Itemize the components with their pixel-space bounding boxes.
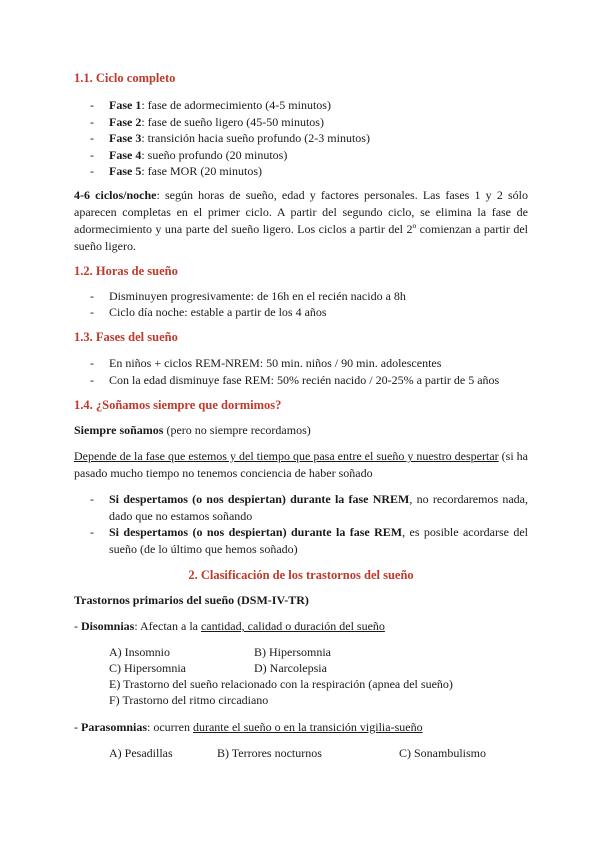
section-heading-fases-del-sueno: 1.3. Fases del sueño xyxy=(74,330,178,344)
section-heading-clasificacion: 2. Clasificación de los trastornos del sueño xyxy=(188,568,414,582)
option-item: F) Trastorno del ritmo circadiano xyxy=(109,693,269,707)
dyssomnias-label: Disomnias xyxy=(81,619,135,633)
wake-rem-item: - Si despertamos (o nos despiertan) durante la fase REM, es posible acordarse del sueño (de lo último que hemos soñado) xyxy=(90,525,528,556)
section-heading-ciclo-completo: 1.1. Ciclo completo xyxy=(74,71,176,85)
depends-underlined: Depende de la fase que estemos y del tiempo que pasa entre el sueño y nuestro despertar xyxy=(74,449,499,463)
phase-text: : sueño profundo (20 minutos) xyxy=(141,147,288,162)
phase-text: : fase MOR (20 minutos) xyxy=(141,164,262,178)
phase-label: Fase 2 xyxy=(109,114,142,129)
depends-paragraph: Depende de la fase que estemos y del tiempo que pasa entre el sueño y nuestro despertar (si ha pasado mucho tiempo no tenemos conciencia de haber soñado xyxy=(74,449,528,480)
option-item: E) Trastorno del sueño relacionado con la respiración (apnea del sueño) xyxy=(109,677,453,691)
parasomnias-label: Parasomnias xyxy=(81,720,147,734)
dyssomnias-line: - Disomnias: Afectan a la cantidad, calidad o duración del sueño xyxy=(74,619,385,633)
section-heading-sonamos-siempre: 1.4. ¿Soñamos siempre que dormimos? xyxy=(74,398,282,412)
option-item: C) Hipersomnia xyxy=(109,661,186,675)
option-item: A) Pesadillas xyxy=(109,746,173,760)
phase-label: Fase 1 xyxy=(109,98,142,112)
parasomnias-line: - Parasomnias: ocurren durante el sueño o en la transición vigilia-sueño xyxy=(74,720,423,734)
option-item: C) Sonambulismo xyxy=(399,746,487,760)
option-item: B) Hipersomnia xyxy=(254,645,331,659)
option-item: A) Insomnio xyxy=(109,645,170,659)
phase-text: : fase de sueño ligero (45-50 minutos) xyxy=(141,114,324,129)
cycles-paragraph xyxy=(74,187,528,255)
phase-label: Fase 5 xyxy=(109,164,142,178)
phase-label: Fase 3 xyxy=(109,131,142,145)
option-item: B) Terrores nocturnos xyxy=(217,746,322,760)
phase-text: : transición hacia sueño profundo (2-3 minutos) xyxy=(141,131,370,145)
section-heading-horas-de-sueno: 1.2. Horas de sueño xyxy=(74,264,178,278)
cycles-bold: 4-6 ciclos/noche xyxy=(74,188,157,202)
wake-nrem-item: - Si despertamos (o nos despiertan) durante la fase NREM, no recordaremos nada, dado que no estamos soñando xyxy=(90,492,528,523)
primary-disorders-title: Trastornos primarios del sueño (DSM-IV-TR) xyxy=(74,593,309,607)
phase-label: Fase 4 xyxy=(109,147,142,162)
option-item: D) Narcolepsia xyxy=(254,661,327,675)
always-dream-bold: Siempre soñamos xyxy=(74,423,164,437)
phase-text: : fase de adormecimiento (4-5 minutos) xyxy=(141,98,331,112)
cycles-text: : según horas de sueño, edad y factores personales. Las fases 1 y 2 sólo aparecen completas en el primer ciclo. A partir del segundo ciclo, se elimina la fase de adormecimiento y una parte del sueño ligero. Los ciclos a partir del 2º comienzan a partir del sueño ligero. xyxy=(74,188,528,253)
always-dream-line: Siempre soñamos (pero no siempre recordamos) xyxy=(74,423,311,437)
